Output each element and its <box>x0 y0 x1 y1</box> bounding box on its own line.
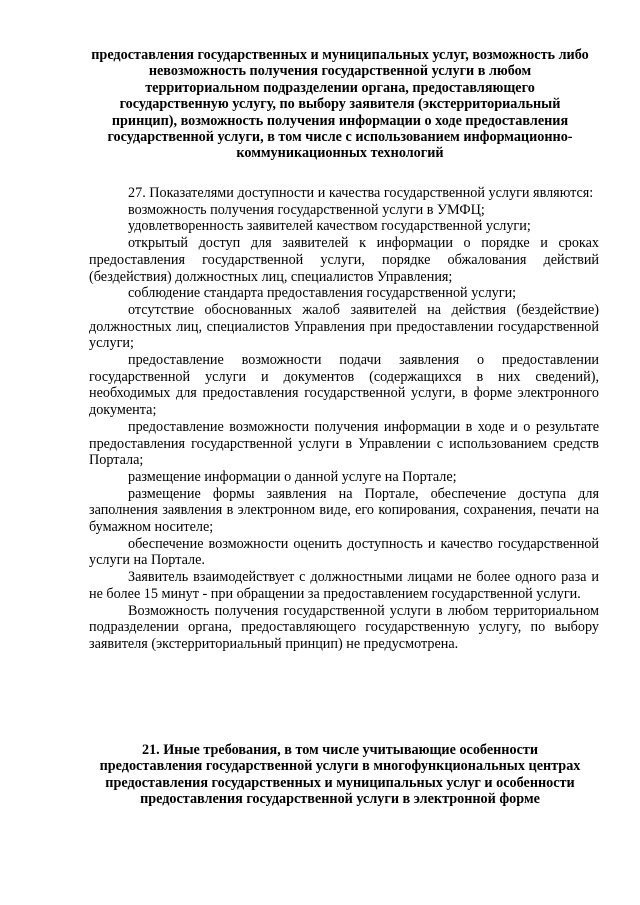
list-item: соблюдение стандарта предоставления государственной услуги; <box>128 285 517 302</box>
paragraph: Возможность получения государственной услуги в любом территориальном подразделении органа, предоставляющего государственную услугу, по выбору заявителя (экстерриториальный принцип) не предусмотрена. <box>89 602 599 652</box>
document-body <box>89 185 599 653</box>
paragraph: Заявитель взаимодействует с должностными лицами не более одного раза и не более 15 минут - при обращении за предоставлением государственной услуги. <box>89 569 599 602</box>
list-item: отсутствие обоснованных жалоб заявителей на действия (бездействие) должностных лиц, специалистов Управления при предоставлении государственной услуги; <box>89 301 599 352</box>
section-heading-21: 21. Иные требования, в том числе учитывающие особенности предоставления государственной услуги в многофункциональных центрах предоставления государственных и муниципальных услуг и особенности предоставления государственной услуги в электронной форме <box>99 742 581 808</box>
list-item: размещение формы заявления на Портале, обеспечение доступа для заполнения заявления в электронном виде, его копирования, сохранения, печати на бумажном носителе; <box>89 485 599 536</box>
list-item: предоставление возможности подачи заявления о предоставлении государственной услуги и документов (содержащихся в них сведений), необходимых для предоставления государственной услуги, в форме электронного документа; <box>89 352 599 419</box>
list-item: возможность получения государственной услуги в УМФЦ; <box>128 201 485 218</box>
paragraph-27-intro: 27. Показателями доступности и качества государственной услуги являются: <box>128 185 594 201</box>
list-item: удовлетворенность заявителей качеством государственной услуги; <box>128 218 531 235</box>
list-item: размещение информации о данной услуге на Портале; <box>128 468 457 485</box>
list-item: предоставление возможности получения информации в ходе и о результате предоставления государственной услуги в Управлении с использованием средств Портала; <box>89 418 599 469</box>
list-item: открытый доступ для заявителей к информации о порядке и сроках предоставления государственной услуги, порядке обжалования действий (бездействия) должностных лиц, специалистов Управления; <box>89 235 599 285</box>
list-item: обеспечение возможности оценить доступность и качество государственной услуги на Портале. <box>89 535 599 569</box>
section-heading-top: предоставления государственных и муниципальных услуг, возможность либо невозможность получения государственной услуги в любом территориальном подразделении органа, предоставляющего государственную услугу, по выбору заявителя (экстерриториальный принцип), возможность получения информации о ходе предоставления государственной услуги, в том числе с использованием информационно-коммуникационных технологий <box>91 47 589 162</box>
